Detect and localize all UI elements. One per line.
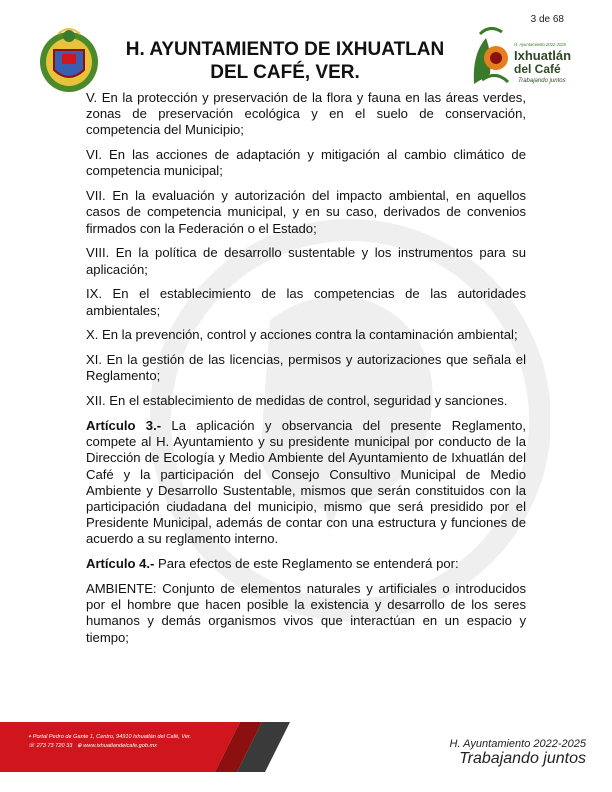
fraction-viii: VIII. En la política de desarrollo sustentable y los instrumentos para su aplicación; xyxy=(86,245,526,277)
logo-name-line-2: del Café xyxy=(514,62,561,76)
page-indicator: 3 de 68 xyxy=(530,14,564,25)
footer-phone-web xyxy=(28,742,191,751)
footer-phone: 273 73 720 33 xyxy=(36,743,73,749)
fraction-xi: XI. En la gestión de las licencias, permisos y autorizaciones que señala el Reglamento; xyxy=(86,352,526,384)
article-3-label: Artículo 3.- xyxy=(86,418,162,433)
footer-administration xyxy=(450,738,586,768)
footer-contact xyxy=(28,733,191,751)
fraction-vi: VI. En las acciones de adaptación y mitigación al cambio climático de competencia municipal; xyxy=(86,147,526,179)
article-4 xyxy=(86,556,526,572)
article-3 xyxy=(86,418,526,548)
logo-name-line-1: Ixhuatlán xyxy=(514,48,572,63)
definition-ambiente: AMBIENTE: Conjunto de elementos naturales y artificiales o introducidos por el hombre que hacen posible la existencia y desarrollo de los seres humanos y demás organismos vivos que interactúan en un espacio y tiempo; xyxy=(86,581,526,645)
page-title xyxy=(120,38,450,84)
logo-tagline: Trabajando juntos xyxy=(518,78,566,84)
location-pin-icon: ⌖ xyxy=(28,734,32,740)
administration-logo xyxy=(468,24,580,90)
globe-icon: ⊕ xyxy=(77,743,82,749)
footer-address: ⌖ Portal Pedro de Gante 1, Centro, 94910 Ixhuatlán del Café, Ver. xyxy=(28,734,192,740)
footer-slogan: Trabajando juntos xyxy=(459,750,586,767)
municipal-coat-of-arms-logo xyxy=(38,26,100,94)
article-4-text: Para efectos de este Reglamento se entenderá por: xyxy=(154,556,459,572)
fraction-x: X. En la prevención, control y acciones contra la contaminación ambiental; xyxy=(86,327,518,343)
document-body xyxy=(86,90,526,654)
title-line-1: H. AYUNTAMIENTO DE IXHUATLAN xyxy=(125,39,445,60)
article-4-label: Artículo 4.- xyxy=(86,556,155,572)
title-line-2: DEL CAFÉ, VER. xyxy=(210,62,360,83)
logo-caption: H. Ayuntamiento 2022-2025 xyxy=(514,42,566,47)
fraction-vii: VII. En la evaluación y autorización del impacto ambiental, en aquellos casos de competencia municipal, y en su caso, derivados de convenios firmados con la Federación o el Estado; xyxy=(86,188,526,236)
fraction-xii: XII. En el establecimiento de medidas de control, seguridad y sanciones. xyxy=(86,393,508,409)
fraction-ix: IX. En el establecimiento de las competencias de las autoridades ambientales; xyxy=(86,286,526,318)
article-3-text: La aplicación y observancia del presente Reglamento, compete al H. Ayuntamiento y su presidente municipal por conducto de la Dirección de Ecología y Medio Ambiente del Ayuntamiento de Ixhuatlán del Café y la participación del Consejo Consultivo Municipal de Medio Ambiente y Desarrollo Sustentable, mismos que serán constituidos con la participación ciudadana del municipio, mismo que será presidido por el Presidente Municipal, además de contar con una estructura y funciones de acuerdo a su reglamento interno. xyxy=(86,418,526,547)
fraction-v: V. En la protección y preservación de la flora y fauna en las áreas verdes, zonas de preservación ecológica y en el suelo de conservación, competencia del Municipio; xyxy=(86,90,526,138)
footer-administration-period: H. Ayuntamiento 2022-2025 xyxy=(449,738,586,750)
phone-icon: ☏ xyxy=(28,743,35,749)
footer-website[interactable]: www.ixhuatlandelcafe.gob.mx xyxy=(83,743,157,749)
